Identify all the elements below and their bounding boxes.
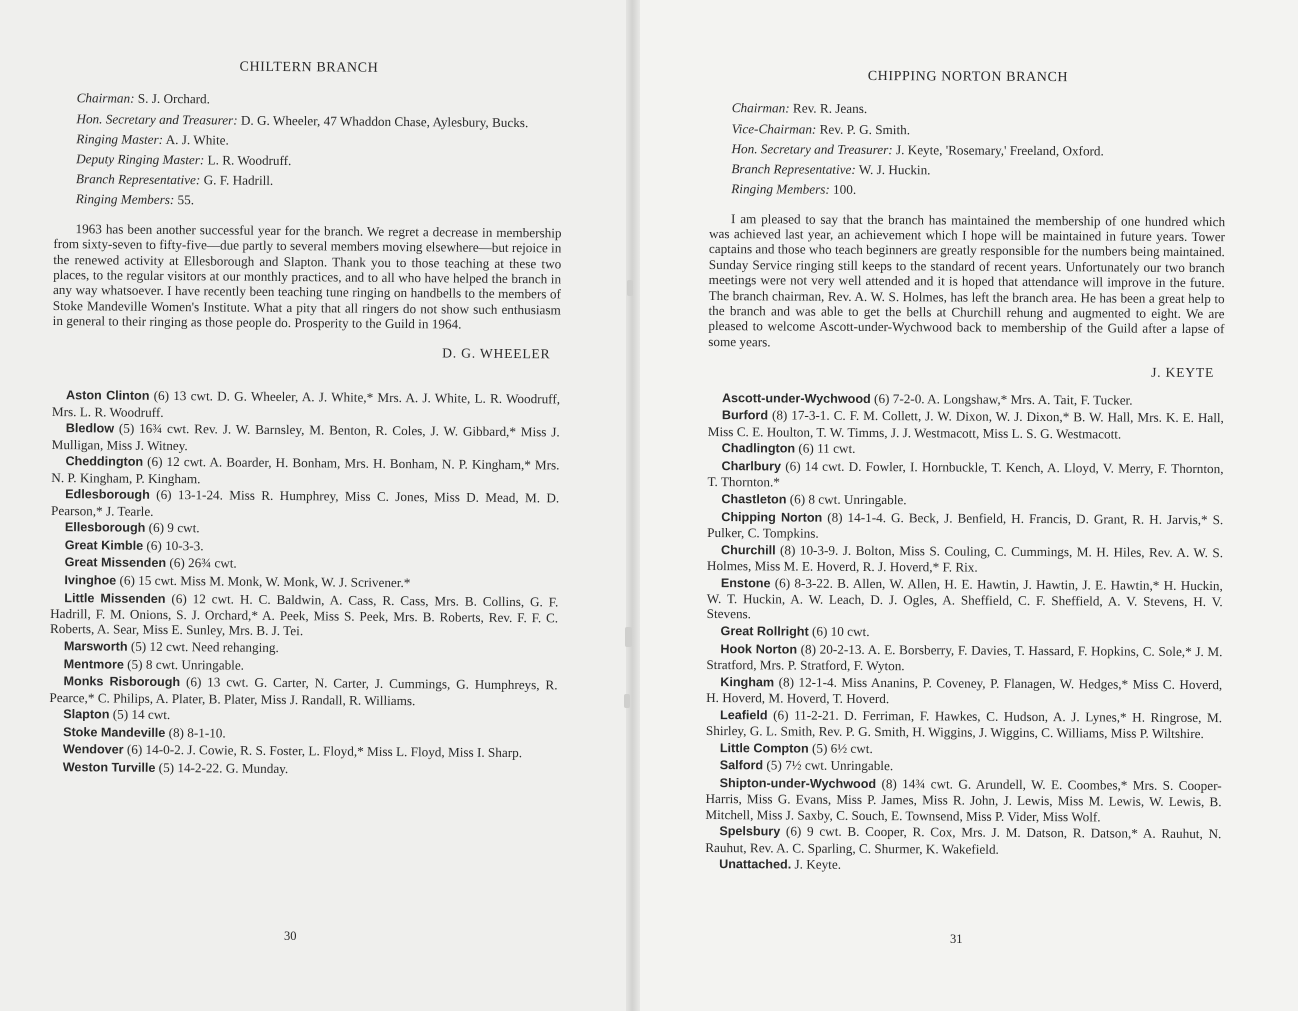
tower-name: Little Compton	[719, 740, 809, 756]
tower-entry	[707, 623, 1223, 643]
tower-entry	[706, 707, 1222, 742]
tower-details: (5) 7½ cwt. Unringable.	[766, 757, 894, 774]
tower-entry	[708, 440, 1224, 460]
tower-details: J. Keyte.	[794, 856, 842, 873]
officer-role: Branch Representative:	[731, 161, 856, 177]
tower-list	[49, 387, 560, 780]
officer-line	[54, 171, 562, 191]
tower-name: Kingham	[720, 674, 775, 690]
officers-list	[54, 90, 563, 211]
page-number: 31	[950, 932, 963, 946]
tower-entry	[705, 856, 1221, 876]
tower-details: (6) 8-3-22. B. Allen, W. Allen, H. E. Hawtin, J. Hawtin, J. E. Hawtin,* H. Huckin, W. T. Huckin, A. W. Leach, D. J. Ogles, A. Sheffield, C. F. Sheffield, A. V. Stevens, H. V. Stevens.	[706, 575, 1223, 622]
tower-details: (6) 13 cwt. G. Carter, N. Carter, J. Cummings, G. Humphreys, R. Pearce,* C. Philips, A. Plater, B. Plater, Miss J. Randall, R. Williams.	[49, 674, 558, 708]
tower-details: (8) 8-1-10.	[168, 724, 226, 741]
officer-role: Hon. Secretary and Treasurer:	[76, 110, 238, 128]
officer-line	[54, 151, 562, 171]
tower-entry	[51, 486, 559, 522]
tower-name: Marsworth	[63, 639, 128, 654]
tower-details: (6) 26¾ cwt.	[169, 555, 237, 572]
tower-name: Chastleton	[721, 492, 787, 507]
tower-name: Enstone	[720, 575, 771, 591]
branch-report: 1963 has been another successful year for the branch. We regret a decrease in membership from sixty-seven to fifty-five—due partly to several members moving elsewhere—but rejoice in the renewed activity at Ellesborough and Slapton. Thank you to those teaching at these two places, to the regular visitors at our monthly practices, and to all who have helped the branch in any way whatsoever. I have recently been teaching tune ringing on handbells to the members of Stoke Mandeville Women's Institute. What a pity that all ringers do not show such enthusiasm in general to their ringing as those people do. Prosperity to the Guild in 1964.	[52, 221, 562, 332]
officer-role: Ringing Master:	[76, 131, 164, 147]
tower-name: Ascott-under-Wychwood	[721, 390, 871, 406]
tower-details: (5) 16¾ cwt. Rev. J. W. Barnsley, M. Benton, R. Coles, J. W. Gibbard,* Miss J. Mulligan, Miss J. Witney.	[51, 420, 560, 453]
tower-entry	[706, 740, 1222, 760]
officer-line	[55, 90, 563, 110]
right-page	[632, 0, 1298, 1011]
officer-line	[709, 141, 1225, 160]
tower-entry	[708, 390, 1224, 410]
officer-role: Chairman:	[731, 100, 790, 116]
officer-value: 100.	[833, 181, 857, 198]
tower-details: (6) 7-2-0. A. Longshaw,* Mrs. A. Tait, F. Tucker.	[874, 390, 1133, 408]
tower-entry	[50, 590, 558, 642]
branch-heading: CHILTERN BRANCH	[239, 59, 379, 76]
right-page-content	[705, 68, 1226, 877]
tower-name: Spelsbury	[719, 824, 781, 839]
officer-value: Rev. P. G. Smith.	[819, 121, 911, 137]
tower-name: Great Missenden	[64, 555, 167, 571]
tower-entry	[707, 542, 1223, 577]
tower-name: Slapton	[63, 707, 110, 722]
officer-value: S. J. Orchard.	[137, 91, 211, 107]
tower-entry	[706, 641, 1222, 676]
left-page	[0, 0, 632, 1011]
tower-entry	[706, 757, 1222, 777]
report-signature: J. KEYTE	[1151, 365, 1215, 381]
tower-details: (8) 10-3-9. J. Bolton, Miss S. Couling, C. Cummings, M. H. Hiles, Rev. A. W. S. Holmes, Miss M. E. Hoverd, R. J. Hoverd,* F. Rix.	[706, 542, 1224, 575]
officer-value: 55.	[177, 192, 195, 208]
tower-details: (6) 9 cwt. B. Cooper, R. Cox, Mrs. J. M. Datson, R. Datson,* A. Rauhut, N. Rauhut, Rev. A. C. Sparling, C. Shurmer, K. Wakefield.	[705, 823, 1222, 857]
tower-name: Little Missenden	[64, 590, 166, 606]
officer-line	[710, 121, 1226, 140]
tower-details: (6) 8 cwt. Unringable.	[789, 491, 907, 508]
book-gutter	[626, 0, 640, 1011]
tower-details: (6) 12 cwt. H. C. Baldwin, A. Cass, R. Cass, Mrs. B. Collins, G. F. Hadrill, F. M. Onions, S. J. Orchard,* A. Peek, Miss S. Peek, Mrs. B. Roberts, Rev. F. F. C. Roberts, A. Sear, Miss E. Sunley, Mrs. B. J. Tei.	[49, 590, 559, 639]
tower-name: Chipping Norton	[721, 509, 823, 525]
tower-details: (8) 14¾ cwt. G. Arundell, W. E. Coombes,* Mrs. S. Cooper-Harris, Miss G. Evans, Miss P. James, Miss R. John, J. Lewis, Miss M. Lewis, W. Lewis, B. Mitchell, Miss J. Saxby, C. Souch, E. Townsend, Miss P. Vider, Miss Wolf.	[705, 775, 1222, 825]
tower-name: Leafield	[720, 707, 768, 723]
tower-name: Mentmore	[63, 656, 124, 672]
binding-mark	[625, 627, 632, 647]
tower-details: (5) 14 cwt.	[112, 706, 171, 723]
tower-details: (6) 15 cwt. Miss M. Monk, W. Monk, W. J. Scrivener.*	[119, 572, 411, 591]
binding-mark	[627, 280, 633, 296]
officer-line	[710, 100, 1226, 119]
tower-entry	[706, 674, 1222, 709]
tower-entry	[705, 775, 1221, 825]
tower-entry	[52, 387, 560, 423]
officer-role: Hon. Secretary and Treasurer:	[731, 140, 893, 157]
tower-details: (5) 6½ cwt.	[811, 740, 873, 756]
tower-entry	[49, 759, 557, 780]
tower-entry	[707, 509, 1223, 544]
officer-value: L. R. Woodruff.	[207, 152, 292, 169]
tower-name: Ellesborough	[64, 520, 146, 536]
tower-entry	[707, 491, 1223, 511]
branch-heading: CHIPPING NORTON BRANCH	[867, 68, 1069, 86]
tower-entry	[708, 407, 1224, 442]
tower-name: Unattached.	[719, 857, 792, 872]
officer-line	[54, 131, 562, 151]
left-page-content	[49, 58, 563, 781]
officer-value: W. J. Huckin.	[858, 161, 931, 178]
tower-name: Chadlington	[721, 441, 796, 456]
officer-line	[54, 191, 562, 211]
tower-name: Churchill	[721, 542, 776, 558]
tower-details: (6) 11-2-21. D. Ferriman, F. Hawkes, C. Hudson, A. J. Lynes,* H. Ringrose, M. Shirley, G. L. Smith, Rev. P. G. Smith, H. Wiggins, J. Wiggins, C. Williams, Miss P. Wiltshire.	[705, 707, 1223, 742]
tower-details: (6) 14 cwt. D. Fowler, I. Hornbuckle, T. Kench, A. Lloyd, V. Merry, F. Thornton, T. Thornton.*	[707, 458, 1224, 490]
tower-name: Monks Risborough	[63, 674, 181, 690]
tower-details: (6) 13 cwt. D. G. Wheeler, A. J. White,* Mrs. A. J. White, L. R. Woodruff, Mrs. L. R. Woodruff.	[51, 388, 561, 420]
officer-value: A. J. White.	[165, 131, 229, 148]
tower-details: (8) 12-1-4. Miss Ananins, P. Coveney, P. Flanagen, W. Hedges,* Miss C. Hoverd, H. Hoverd, M. Hoverd, T. Hoverd.	[706, 674, 1223, 707]
tower-name: Weston Turville	[62, 760, 156, 775]
tower-details: (6) 11 cwt.	[798, 441, 856, 457]
tower-details: (6) 10 cwt.	[811, 623, 870, 640]
tower-name: Bledlow	[65, 421, 115, 436]
officer-role: Branch Representative:	[75, 171, 201, 188]
officer-value: Rev. R. Jeans.	[792, 100, 868, 117]
officer-value: J. Keyte, 'Rosemary,' Freeland, Oxford.	[895, 141, 1104, 159]
tower-details: (6) 14-0-2. J. Cowie, R. S. Foster, L. Floyd,* Miss L. Floyd, Miss I. Sharp.	[126, 742, 523, 761]
tower-details: (6) 13-1-24. Miss R. Humphrey, Miss C. Jones, Miss D. Mead, M. D. Pearson,* J. Tearle.	[50, 487, 560, 519]
tower-entry	[707, 575, 1223, 625]
tower-name: Shipton-under-Wychwood	[719, 775, 877, 791]
officer-role: Deputy Ringing Master:	[76, 151, 205, 168]
officer-role: Ringing Members:	[75, 191, 175, 208]
tower-details: (5) 8 cwt. Unringable.	[127, 656, 245, 673]
officers-list	[709, 100, 1226, 199]
tower-name: Edlesborough	[65, 487, 150, 503]
tower-entry	[705, 823, 1221, 858]
tower-details: (5) 14-2-22. G. Munday.	[158, 759, 289, 777]
officer-role: Vice-Chairman:	[731, 120, 817, 137]
tower-details: (6) 12 cwt. A. Boarder, H. Bonham, Mrs. H. Bonham, N. P. Kingham,* Mrs. N. P. Kingham, P. Kingham.	[51, 454, 560, 486]
tower-details: (8) 20-2-13. A. E. Borsberry, F. Davies, T. Hassard, F. Hopkins, C. Sole,* J. M. Stratford, Mrs. P. Stratford, F. Wyton.	[706, 641, 1223, 674]
officer-line	[54, 111, 562, 131]
tower-name: Aston Clinton	[65, 388, 150, 404]
officer-role: Ringing Members:	[731, 181, 830, 197]
tower-name: Great Rollright	[720, 624, 809, 639]
officer-value: G. F. Hadrill.	[203, 172, 274, 189]
branch-report: I am pleased to say that the branch has maintained the membership of one hundred which was achieved last year, an achievement which I hope will be maintained in future years. Tower captains and those who teach beginners are greatly responsible for the numbers being maintained. Sunday Service ringing still keeps to the standard of recent years. Unfortunately our two branch meetings were not very well attended and it is hoped that attendance will improve in the future. The branch chairman, Rev. A. W. S. Holmes, has left the branch area. He has been a great help to the branch and was able to get the bells at Churchill rehung and augmented to eight. We are pleased to welcome Ascott-under-Wychwood back to membership of the Guild after a lapse of some years.	[708, 210, 1226, 350]
tower-entry	[52, 420, 560, 456]
tower-name: Wendover	[62, 742, 124, 758]
tower-entry	[49, 673, 557, 709]
tower-name: Burford	[721, 408, 769, 423]
tower-name: Charlbury	[721, 459, 782, 474]
officer-role: Chairman:	[76, 90, 135, 107]
page-number: 30	[284, 929, 297, 943]
tower-name: Ivinghoe	[64, 573, 117, 588]
report-signature: D. G. WHEELER	[442, 345, 551, 362]
tower-entry	[51, 453, 559, 489]
tower-details: (8) 17-3-1. C. F. M. Collett, J. W. Dixon, W. J. Dixon,* B. W. Hall, Mrs. K. E. Hall, Miss C. E. Houlton, T. W. Timms, J. J. Westmacott, Miss L. S. G. Westmacott.	[707, 407, 1224, 442]
officer-value: D. G. Wheeler, 47 Whaddon Chase, Aylesbury, Bucks.	[240, 112, 529, 130]
tower-entry	[707, 458, 1223, 493]
tower-name: Salford	[719, 758, 764, 773]
tower-name: Hook Norton	[720, 641, 798, 657]
tower-name: Cheddington	[65, 454, 144, 470]
officer-line	[709, 161, 1225, 180]
binding-mark	[624, 694, 630, 708]
tower-list	[705, 390, 1224, 876]
tower-details: (6) 10-3-3.	[146, 537, 204, 554]
tower-name: Stoke Mandeville	[63, 724, 166, 740]
tower-details: (5) 12 cwt. Need rehanging.	[130, 638, 279, 656]
tower-details: (6) 9 cwt.	[148, 520, 200, 536]
tower-details: (8) 14-1-4. G. Beck, J. Benfield, H. Francis, D. Grant, R. H. Jarvis,* S. Pulker, C. Tompkins.	[707, 509, 1224, 541]
tower-name: Great Kimble	[64, 537, 144, 553]
officer-line	[709, 181, 1225, 200]
